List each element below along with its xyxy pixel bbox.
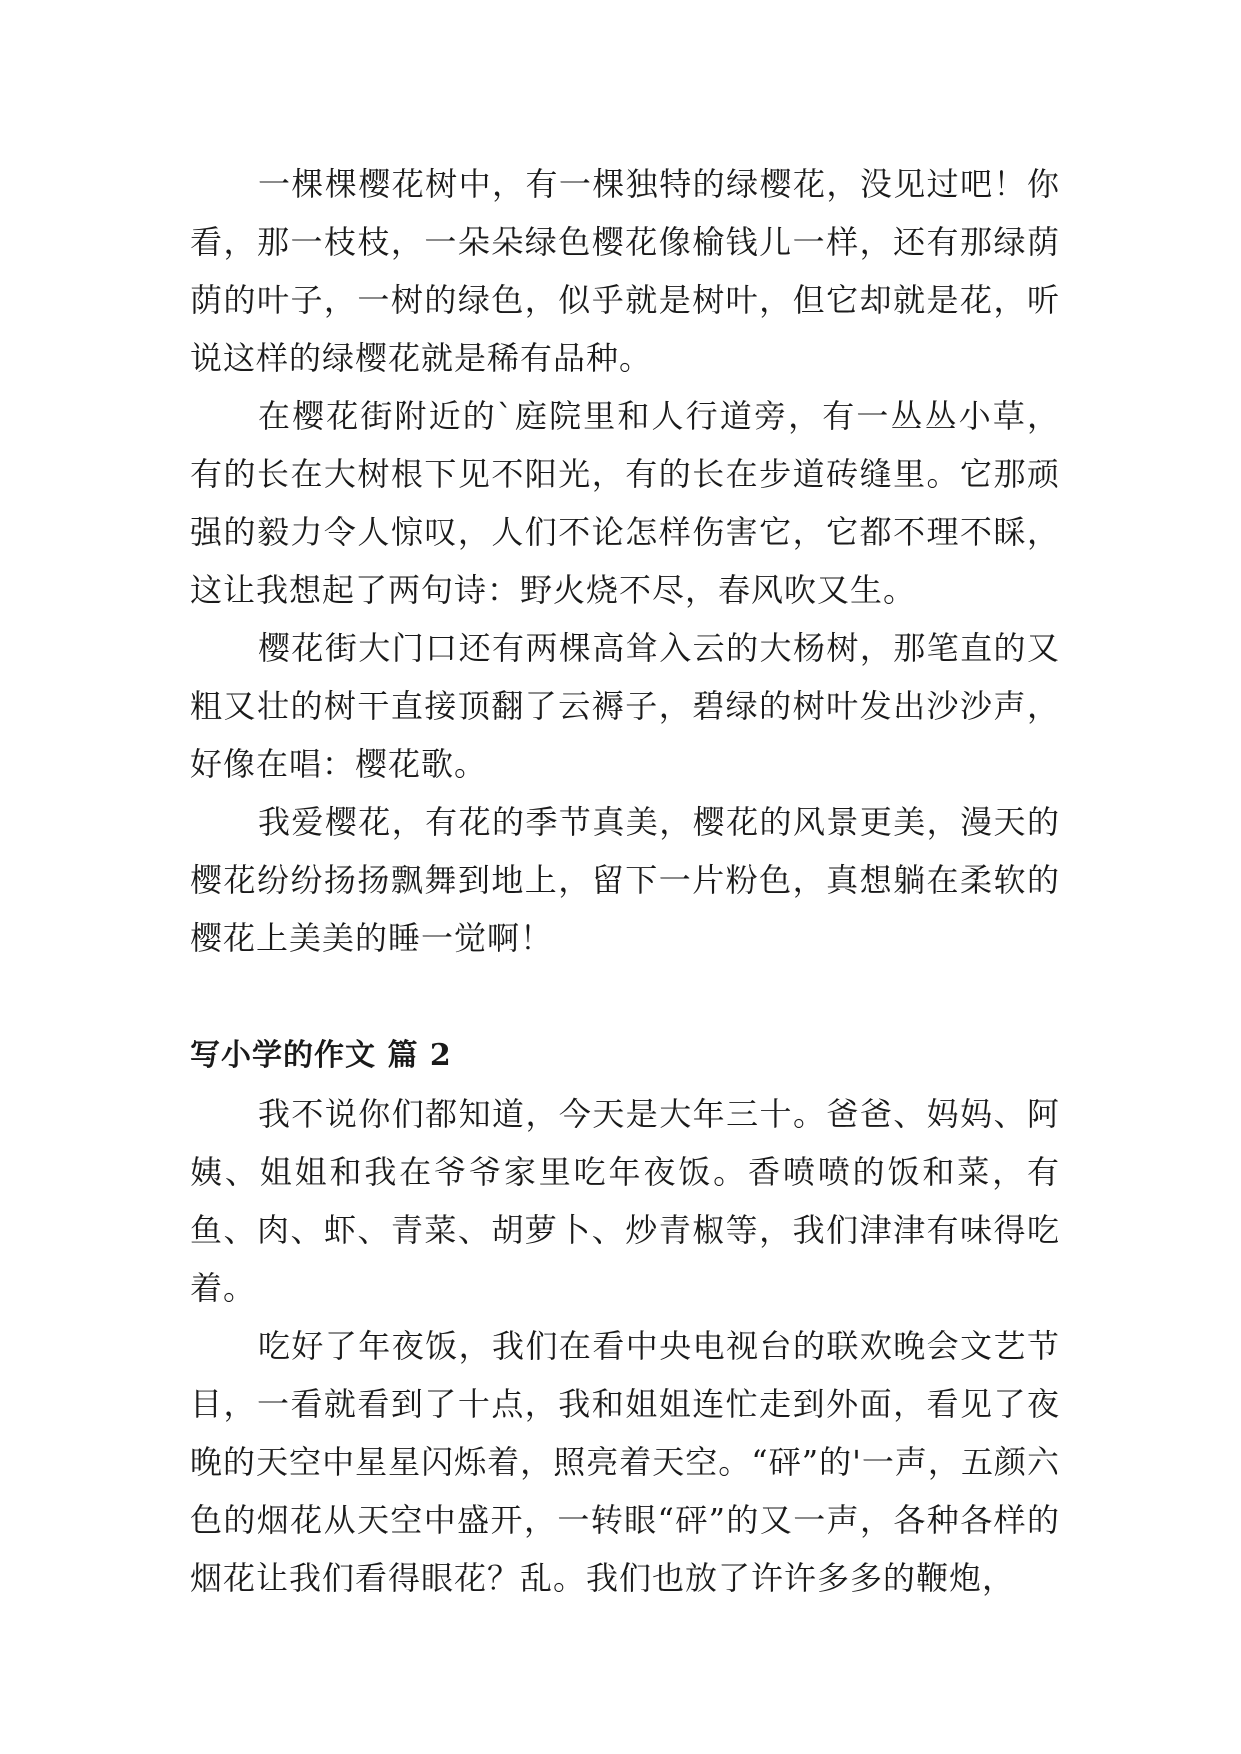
paragraph: 一棵棵樱花树中，有一棵独特的绿樱花，没见过吧！你看，那一枝枝，一朵朵绿色樱花像榆钱儿一样，还有那绿荫荫的叶子，一树的绿色，似乎就是树叶，但它却就是花，听说这样的绿樱花就是稀有品种。 xyxy=(190,165,1060,377)
document-body xyxy=(190,155,1060,1607)
paragraph: 吃好了年夜饭，我们在看中央电视台的联欢晚会文艺节目，一看就看到了十点，我和姐姐连忙走到外面，看见了夜晚的天空中星星闪烁着，照亮着天空。“砰”的'一声，五颜六色的烟花从天空中盛开，一转眼“砰”的又一声，各种各样的烟花让我们看得眼花？乱。我们也放了许许多多的鞭炮， xyxy=(190,1327,1060,1597)
paragraph: 我爱樱花，有花的季节真美，樱花的风景更美，漫天的樱花纷纷扬扬飘舞到地上，留下一片粉色，真想躺在柔软的樱花上美美的睡一觉啊！ xyxy=(190,803,1060,957)
paragraph: 樱花街大门口还有两棵高耸入云的大杨树，那笔直的又粗又壮的树干直接顶翻了云褥子，碧绿的树叶发出沙沙声，好像在唱：樱花歌。 xyxy=(190,629,1060,783)
paragraph: 我不说你们都知道，今天是大年三十。爸爸、妈妈、阿姨、姐姐和我在爷爷家里吃年夜饭。香喷喷的饭和菜，有鱼、肉、虾、青菜、胡萝卜、炒青椒等，我们津津有味得吃着。 xyxy=(190,1095,1060,1307)
section-heading: 写小学的作文 篇 2 xyxy=(190,1038,452,1073)
paragraph: 在樱花街附近的`庭院里和人行道旁，有一丛丛小草，有的长在大树根下见不阳光，有的长在步道砖缝里。它那顽强的毅力令人惊叹，人们不论怎样伤害它，它都不理不睬，这让我想起了两句诗：野火烧不尽，春风吹又生。 xyxy=(190,397,1060,609)
